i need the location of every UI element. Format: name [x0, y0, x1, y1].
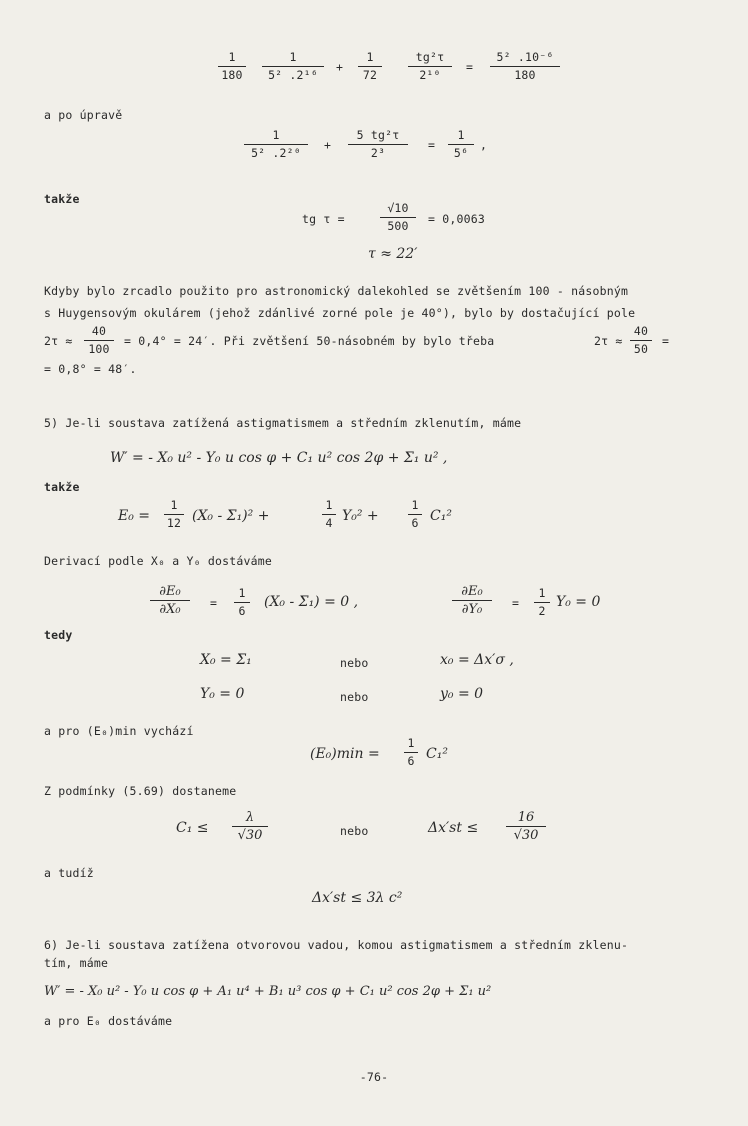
para1-line4: = 0,8° = 48′.	[44, 362, 137, 376]
sol1-lhs: X₀ = Σ₁	[200, 652, 252, 668]
eqC-fraction-2: 16 √30	[506, 810, 546, 843]
para1-fraction-1: 40 100	[84, 324, 114, 357]
section-6-line1: 6) Je-li soustava zatížena otvorovou vadou, komou astigmatismem a středním zklenu-	[44, 938, 629, 952]
para1-line2: s Huygensovým okulárem (jehož zdánlivé zorné pole je 40°), bylo by dostačující pole	[44, 306, 636, 320]
eqE-term-1: (X₀ - Σ₁)² +	[192, 508, 270, 524]
para1-line3-c: 2τ ≈	[594, 334, 623, 348]
eq3-lhs: tg τ =	[302, 212, 345, 226]
eq1-fraction-4: tg²τ 2¹⁰	[408, 50, 452, 83]
text-podminky: Z podmínky (5.69) dostaneme	[44, 784, 237, 798]
sol1-rhs: x₀ = Δx′σ ,	[440, 652, 514, 668]
eqC-nebo: nebo	[340, 824, 369, 838]
para1-line3-b: = 0,4° = 24′. Při zvětšení 50-násobném by bylo třeba	[124, 334, 495, 348]
section-6-line2: tím, máme	[44, 956, 109, 970]
eq-wavefront-W: W′ = - X₀ u² - Y₀ u cos φ + C₁ u² cos 2φ + Σ₁ u² ,	[110, 450, 448, 466]
eq2-fraction-1: 1 5² .2²⁰	[244, 128, 308, 161]
para1-line3-a: 2τ ≈	[44, 334, 73, 348]
eq2-comma: ,	[480, 138, 488, 152]
para1-line3-d: =	[662, 334, 670, 348]
eq1-fraction-3: 1 72	[358, 50, 382, 83]
eq1-fraction-2: 1 5² .2¹⁶	[262, 50, 324, 83]
text-po-uprave: a po úpravě	[44, 108, 123, 122]
sol2-rhs: y₀ = 0	[440, 686, 484, 702]
sol2-nebo: nebo	[340, 690, 369, 704]
eqD-fraction-4: 1 2	[534, 586, 550, 619]
page-number: -76-	[359, 1070, 389, 1084]
eqE-fraction-3: 1 6	[408, 498, 422, 531]
eq1-equals: =	[466, 60, 474, 74]
eqD-fraction-1: ∂E₀ ∂X₀	[150, 584, 190, 617]
eq3-rhs: = 0,0063	[428, 212, 485, 226]
section-5-heading: 5) Je-li soustava zatížená astigmatismem a středním zklenutím, máme	[44, 416, 522, 430]
text-takze-2: takže	[44, 480, 80, 494]
eqE-term-2: Y₀² +	[342, 508, 379, 524]
eqD-term-1: (X₀ - Σ₁) = 0 ,	[264, 594, 359, 610]
eqMin-fraction: 1 6	[404, 736, 418, 769]
text-tudiz: a tudíž	[44, 866, 94, 880]
eqC-fraction-1: λ √30	[232, 810, 268, 843]
eqE-fraction-2: 1 4	[322, 498, 336, 531]
eqD-equals-2: =	[512, 596, 520, 610]
eqMin-rhs: C₁²	[426, 746, 448, 762]
eq1-fraction-5: 5² .10⁻⁶ 180	[490, 50, 560, 83]
eq1-fraction-1: 1 180	[218, 50, 246, 83]
eqE-term-3: C₁²	[430, 508, 452, 524]
eqD-fraction-2: 1 6	[234, 586, 250, 619]
text-takze-1: takže	[44, 192, 80, 206]
eqT: Δx′st ≤ 3λ c²	[312, 890, 403, 906]
eqD-equals-1: =	[210, 596, 218, 610]
eq4-tau: τ ≈ 22′	[368, 246, 418, 262]
para1-fraction-2: 40 50	[630, 324, 652, 357]
text-a-pro: a pro (E₀)min vychází	[44, 724, 194, 738]
para1-line1: Kdyby bylo zrcadlo použito pro astronomický dalekohled se zvětšením 100 - násobným	[44, 284, 629, 298]
eq2-equals: =	[428, 138, 436, 152]
eqC-lhs: C₁ ≤	[176, 820, 209, 836]
sol1-nebo: nebo	[340, 656, 369, 670]
text-tedy: tedy	[44, 628, 73, 642]
eq2-plus: +	[324, 138, 332, 152]
text-a-pro-2: a pro E₀ dostáváme	[44, 1014, 173, 1028]
eq2-fraction-2: 5 tg²τ 2³	[348, 128, 408, 161]
text-derivaci: Derivací podle X₀ a Y₀ dostáváme	[44, 554, 272, 568]
eqE-lhs: E₀ =	[118, 508, 151, 524]
eqMin-lhs: (E₀)min =	[310, 746, 380, 762]
eqD-term-2: Y₀ = 0	[556, 594, 601, 610]
eqC-mid: Δx′st ≤	[428, 820, 479, 836]
sol2-lhs: Y₀ = 0	[200, 686, 245, 702]
eq3-fraction: √10 500	[380, 201, 416, 234]
eqD-fraction-3: ∂E₀ ∂Y₀	[452, 584, 492, 617]
eq1-plus: +	[336, 60, 344, 74]
eq-wavefront-W2: W′ = - X₀ u² - Y₀ u cos φ + A₁ u⁴ + B₁ u³ cos φ + C₁ u² cos 2φ + Σ₁ u²	[44, 984, 492, 999]
eqE-fraction-1: 1 12	[164, 498, 184, 531]
eq2-fraction-3: 1 5⁶	[448, 128, 474, 161]
